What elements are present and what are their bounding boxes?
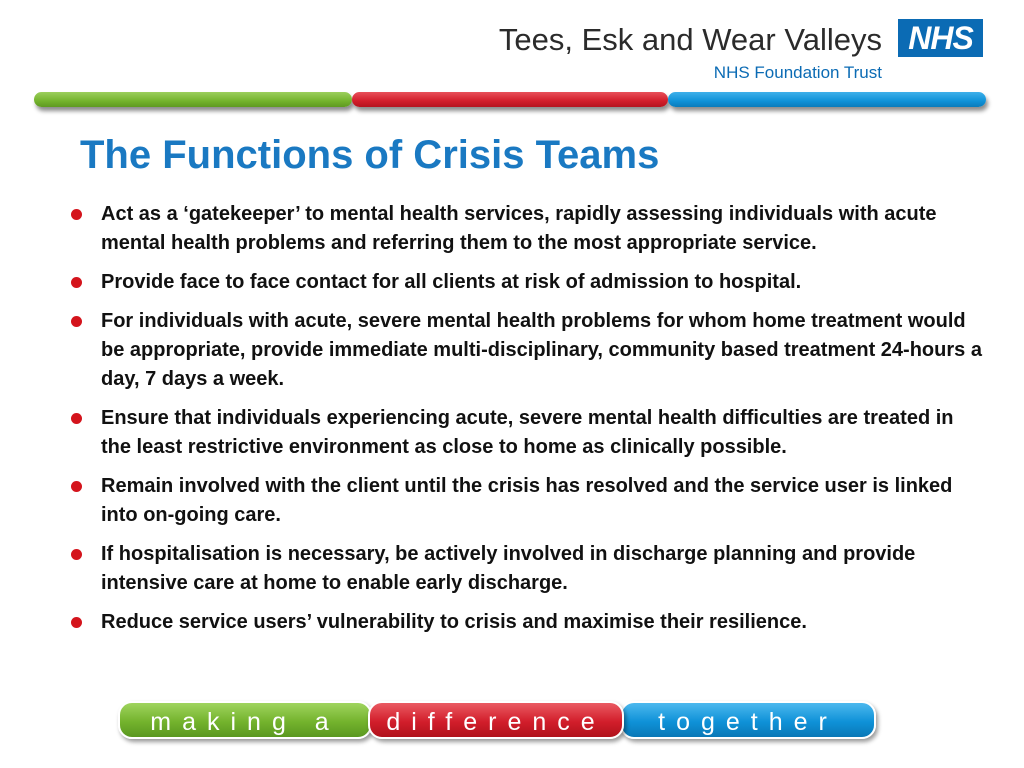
bullet-text: Remain involved with the client until the crisis has resolved and the service user is linked into on-going care.	[101, 475, 953, 526]
organisation-subtitle: NHS Foundation Trust	[713, 63, 882, 82]
bullet-icon	[71, 277, 82, 288]
list-item	[68, 540, 988, 598]
bullet-text: Reduce service users’ vulnerability to crisis and maximise their resilience.	[101, 611, 807, 633]
bullet-icon	[71, 481, 82, 492]
organisation-name: Tees, Esk and Wear Valleys	[498, 22, 882, 57]
list-item	[68, 307, 988, 394]
bullet-icon	[71, 316, 82, 327]
bullet-icon	[71, 617, 82, 628]
blue-header-bar	[668, 92, 986, 107]
bullet-text: For individuals with acute, severe mental health problems for whom home treatment would be appropriate, provide immediate multi-disciplinary, community based treatment 24-hours a day, 7 days a week.	[101, 310, 982, 390]
slide-title: The Functions of Crisis Teams	[80, 133, 660, 177]
nhs-logo: NHS	[898, 19, 983, 57]
bullet-text: Ensure that individuals experiencing acute, severe mental health difficulties are treated in the least restrictive environment as close to home as clinically possible.	[101, 407, 954, 458]
list-item	[68, 268, 988, 297]
list-item	[68, 200, 988, 258]
bullet-icon	[71, 549, 82, 560]
bullet-text: Act as a ‘gatekeeper’ to mental health services, rapidly assessing individuals with acute mental health problems and referring them to the most appropriate service.	[101, 203, 937, 254]
list-item	[68, 608, 988, 637]
list-item	[68, 472, 988, 530]
footer-pill-together: together	[620, 701, 876, 739]
red-header-bar	[352, 92, 668, 107]
footer-pill-making-a: making a	[118, 701, 372, 739]
header-bars	[0, 0, 1024, 120]
list-item	[68, 404, 988, 462]
bullet-text: If hospitalisation is necessary, be actively involved in discharge planning and provide intensive care at home to enable early discharge.	[101, 543, 916, 594]
bullet-list	[68, 200, 988, 647]
bullet-icon	[71, 209, 82, 220]
footer-pill-difference: difference	[368, 701, 624, 739]
bullet-text: Provide face to face contact for all clients at risk of admission to hospital.	[101, 271, 802, 293]
bullet-icon	[71, 413, 82, 424]
green-header-bar	[34, 92, 352, 107]
footer-banner	[118, 701, 878, 743]
